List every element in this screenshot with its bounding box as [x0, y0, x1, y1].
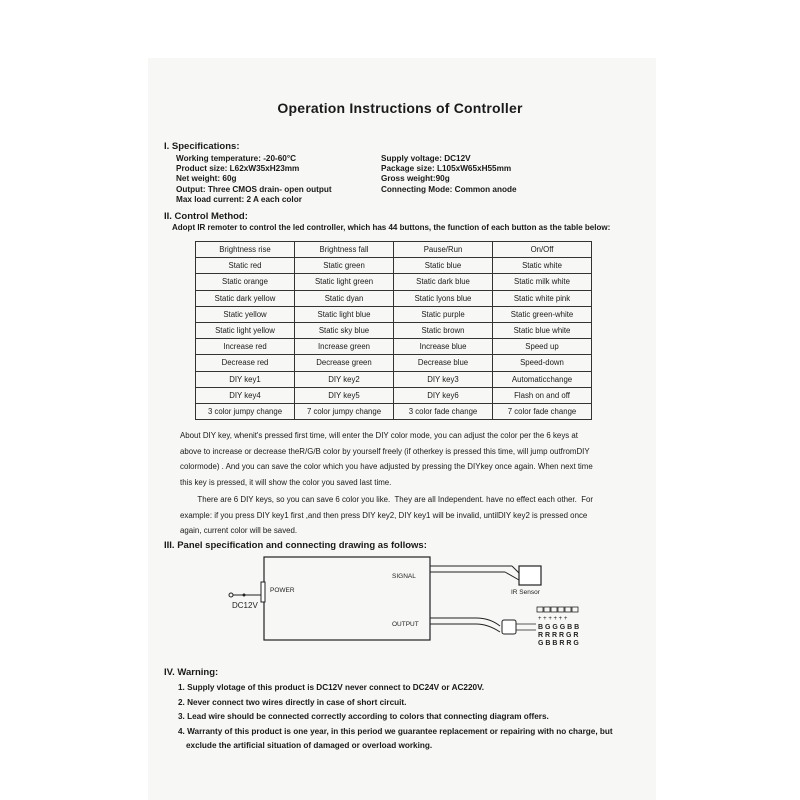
table-cell: Decrease red — [196, 355, 295, 371]
table-cell: Static dark yellow — [196, 290, 295, 306]
table-cell: Static yellow — [196, 306, 295, 322]
text-line: About DIY key, whenit's pressed first time, will enter the DIY color mode, you can adjust the color per the 6 keys at — [180, 431, 578, 440]
table-cell: DIY key1 — [196, 371, 295, 387]
spec-supply-voltage: Supply voltage: DC12V — [381, 154, 471, 163]
spec-working-temp: Working temperature: -20-60°C — [176, 154, 297, 163]
warning-item: 3. Lead wire should be connected correctly according to colors that connecting diagram offers. — [178, 712, 549, 722]
table-cell: 7 color fade change — [493, 403, 592, 419]
table-cell: DIY key6 — [394, 387, 493, 403]
ir-sensor-label: IR Sensor — [511, 589, 540, 596]
table-cell: Static white — [493, 258, 592, 274]
table-cell: Static white pink — [493, 290, 592, 306]
table-cell: Increase blue — [394, 339, 493, 355]
spec-connecting-mode: Connecting Mode: Common anode — [381, 184, 517, 194]
table-cell: Static green — [295, 258, 394, 274]
dc12v-label: DC12V — [232, 601, 258, 610]
table-cell: Increase red — [196, 339, 295, 355]
text-line: this key is pressed, it will show the color you saved last time. — [180, 477, 392, 487]
table-row — [196, 290, 592, 306]
table-cell: 3 color fade change — [394, 403, 493, 419]
page-title: Operation Instructions of Controller — [277, 100, 523, 116]
table-cell: Static orange — [196, 274, 295, 290]
table-cell: DIY key5 — [295, 387, 394, 403]
power-label: POWER — [270, 587, 295, 594]
table-cell: Decrease blue — [394, 355, 493, 371]
table-cell: Speed-down — [493, 355, 592, 371]
signal-label: SIGNAL — [392, 573, 416, 580]
spec-left-column — [176, 154, 332, 205]
table-cell: Automaticchange — [493, 371, 592, 387]
button-function-table — [195, 241, 592, 420]
spec-net-weight: Net weight: 60g — [176, 174, 237, 184]
table-cell: Brightness fall — [295, 242, 394, 258]
spec-gross-weight: Gross weight:90g — [381, 174, 450, 184]
table-cell: Static blue — [394, 258, 493, 274]
text-line: above to increase or decrease theR/G/B color by yourself freely (if otherkey is pressed this time, will jump outfromDIY — [180, 446, 590, 456]
table-row — [196, 274, 592, 290]
spec-product-size: Product size: L62xW35xH23mm — [176, 164, 300, 174]
output-label: OUTPUT — [392, 621, 419, 628]
table-cell: Static blue white — [493, 322, 592, 338]
warning-item: 4. Warranty of this product is one year, in this period we guarantee replacement or repairing with no charge, but — [178, 726, 613, 736]
specifications-heading: I. Specifications: — [164, 141, 240, 152]
table-cell: Flash on and off — [493, 387, 592, 403]
table-cell: Static milk white — [493, 274, 592, 290]
warning-item-continuation: exclude the artificial situation of damaged or overload working. — [186, 741, 433, 751]
table-cell: DIY key3 — [394, 371, 493, 387]
table-cell: Static light yellow — [196, 322, 295, 338]
table-cell: DIY key4 — [196, 387, 295, 403]
table-cell: Static lyons blue — [394, 290, 493, 306]
text-line: There are 6 DIY keys, so you can save 6 color you like. They are all Independent. have no effect each other. For — [180, 495, 594, 504]
table-cell: Decrease green — [295, 355, 394, 371]
table-row — [196, 258, 592, 274]
table-cell: Brightness rise — [196, 242, 295, 258]
table-cell: 3 color jumpy change — [196, 403, 295, 419]
table-row — [196, 387, 592, 403]
text-line: example: if you press DIY key1 first ,and then press DIY key2, DIY key1 will be invalid, untilDIY key2 is pressed once — [180, 510, 588, 520]
spec-package-size: Package size: L105xW65xH55mm — [381, 164, 512, 174]
warning-list — [178, 681, 613, 754]
table-cell: Static brown — [394, 322, 493, 338]
table-cell: Static light blue — [295, 306, 394, 322]
diy-paragraph-2 — [180, 492, 628, 539]
control-method-heading: II. Control Method: — [164, 211, 248, 222]
spec-max-load: Max load current: 2 A each color — [176, 194, 302, 204]
table-cell: 7 color jumpy change — [295, 403, 394, 419]
control-intro: Adopt IR remoter to control the led controller, which has 44 buttons, the function of each button as the table below: — [172, 223, 611, 232]
warning-item: 1. Supply vlotage of this product is DC12V never connect to DC24V or AC220V. — [178, 683, 485, 692]
table-cell: Static green-white — [493, 306, 592, 322]
pin-row-3: G B B R R G — [538, 640, 579, 647]
spec-output: Output: Three CMOS drain- open output — [176, 184, 332, 194]
table-cell: Speed up — [493, 339, 592, 355]
table-cell: Increase green — [295, 339, 394, 355]
warning-heading: IV. Warning: — [164, 667, 219, 678]
table-cell: Static red — [196, 258, 295, 274]
table-row — [196, 306, 592, 322]
table-cell: Static dyan — [295, 290, 394, 306]
panel-heading: III. Panel specification and connecting drawing as follows: — [164, 540, 427, 551]
table-row — [196, 242, 592, 258]
table-cell: Static light green — [295, 274, 394, 290]
table-row — [196, 339, 592, 355]
table-cell: DIY key2 — [295, 371, 394, 387]
table-row — [196, 355, 592, 371]
pin-row-2: R R R R G R — [538, 632, 579, 639]
diy-paragraph-1 — [180, 428, 628, 490]
table-cell: Pause/Run — [394, 242, 493, 258]
text-line: again, current color will be saved. — [180, 526, 298, 536]
table-cell: Static sky blue — [295, 322, 394, 338]
table-cell: On/Off — [493, 242, 592, 258]
pin-row-1: B G G G B B — [538, 624, 580, 631]
text-line: colormode) . And you can save the color which you have adjusted by pressing the DIYkey once again. When next time — [180, 462, 593, 472]
table-row — [196, 403, 592, 419]
spec-right-column — [381, 154, 517, 195]
warning-item: 2. Never connect two wires directly in case of short circuit. — [178, 697, 407, 707]
table-cell: Static dark blue — [394, 274, 493, 290]
table-row — [196, 371, 592, 387]
table-cell: Static purple — [394, 306, 493, 322]
svg-text:+ + + + + +: + + + + + + — [538, 616, 568, 622]
table-row — [196, 322, 592, 338]
